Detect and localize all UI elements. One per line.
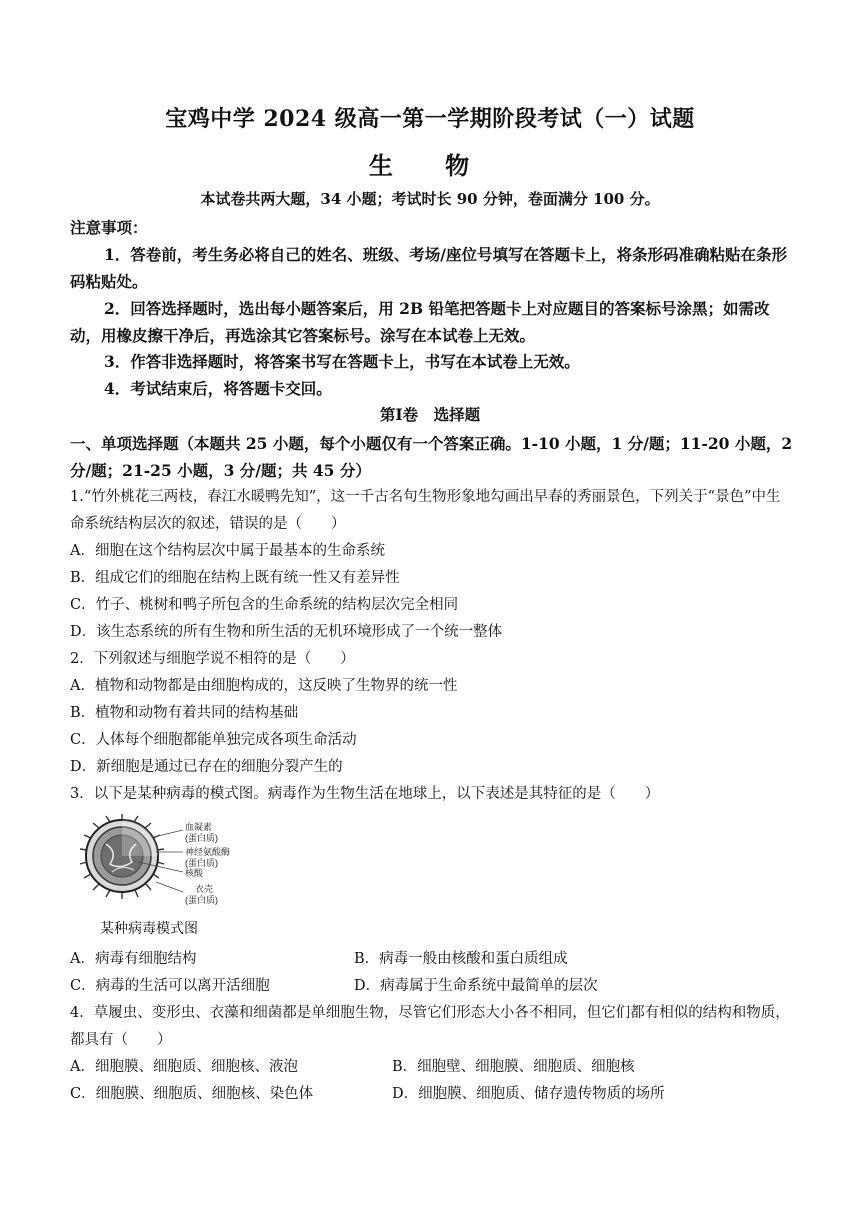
question-3-option-d: D．病毒属于生命系统中最简单的层次 [354, 978, 598, 994]
question-1-option-b: B．组成它们的细胞在结构上既有统一性又有差异性 [70, 570, 400, 586]
question-4-option-a: A．细胞膜、细胞质、细胞核、液泡 [70, 1059, 298, 1075]
question-1-option-a: A．细胞在这个结构层次中属于最基本的生命系统 [70, 543, 385, 559]
question-2-option-d: D．新细胞是通过已存在的细胞分裂产生的 [70, 759, 343, 775]
notice-item-3: 3．作答非选择题时，将答案书写在答题卡上，书写在本试卷上无效。 [104, 352, 580, 371]
question-2-option-c: C．人体每个细胞都能单独完成各项生命活动 [70, 732, 357, 748]
question-2-stem: 2．下列叙述与细胞学说不相符的是（ ） [70, 651, 355, 667]
virus-diagram [70, 812, 240, 924]
question-4-option-d: D．细胞膜、细胞质、储存遗传物质的场所 [392, 1086, 665, 1102]
question-1-stem: 1.“竹外桃花三两枝，春江水暖鸭先知”，这一千古名句生物形象地勾画出早春的秀丽景色，下列关于“景色”中生命系统结构层次的叙述，错误的是（ ） [70, 489, 781, 532]
figure-caption: 某种病毒模式图 [100, 921, 198, 937]
label-neuraminidase: 神经氨酸酶 [185, 847, 231, 857]
notice-item-2: 2．回答选择题时，选出每小题答案后，用 2B 铅笔把答题卡上对应题目的答案标号涂黑；如需改动，用橡皮擦干净后，再选涂其它答案标号。涂写在本试卷上无效。 [70, 299, 770, 345]
question-3-option-c: C．病毒的生活可以离开活细胞 [70, 978, 270, 994]
label-capsid-protein: (蛋白质) [185, 895, 218, 905]
question-3-option-b: B．病毒一般由核酸和蛋白质组成 [354, 951, 568, 967]
notice-heading: 注意事项： [70, 218, 148, 237]
exam-info: 本试卷共两大题，34 小题；考试时长 90 分钟，卷面满分 100 分。 [200, 190, 660, 208]
question-4-option-b: B．细胞壁、细胞膜、细胞质、细胞核 [392, 1059, 635, 1075]
label-neuraminidase-protein: (蛋白质) [185, 858, 218, 868]
question-2-option-a: A．植物和动物都是由细胞构成的，这反映了生物界的统一性 [70, 678, 458, 694]
notice-item-1: 1．答卷前，考生务必将自己的姓名、班级、考场/座位号填写在答题卡上，将条形码准确粘贴在条形码粘贴处。 [70, 245, 787, 291]
question-3-stem: 3．以下是某种病毒的模式图。病毒作为生物生活在地球上，以下表述是其特征的是（ ） [70, 786, 660, 802]
section-title: 第Ⅰ卷 选择题 [379, 405, 481, 424]
label-hemagglutinin: 血凝素 [185, 822, 213, 832]
exam-title: 宝鸡中学 2024 级高一第一学期阶段考试（一）试题 [165, 106, 695, 132]
virus-particle [80, 814, 164, 899]
label-capsid: 衣壳 [195, 884, 214, 894]
question-2-option-b: B．植物和动物有着共同的结构基础 [70, 705, 299, 721]
question-4-option-c: C．细胞膜、细胞质、细胞核、染色体 [70, 1086, 314, 1102]
label-nucleic-acid: 核酸 [185, 868, 204, 878]
subject-title: 生 物 [368, 151, 492, 180]
question-1-option-c: C．竹子、桃树和鸭子所包含的生命系统的结构层次完全相同 [70, 597, 459, 613]
part-instructions: 一、单项选择题（本题共 25 小题，每个小题仅有一个答案正确。1-10 小题，1 分/题；11-20 小题，2 分/题；21-25 小题，3 分/题；共 45 分） [70, 434, 793, 480]
question-4-stem: 4．草履虫、变形虫、衣藻和细菌都是单细胞生物，尽管它们形态大小各不相同，但它们都有相似的结构和物质，都具有（ ） [70, 1005, 790, 1048]
question-3-option-a: A．病毒有细胞结构 [70, 951, 197, 967]
question-1-option-d: D．该生态系统的所有生物和所生活的无机环境形成了一个统一整体 [70, 624, 503, 640]
label-hemagglutinin-protein: (蛋白质) [185, 833, 218, 843]
notice-item-4: 4．考试结束后，将答题卡交回。 [104, 379, 332, 398]
